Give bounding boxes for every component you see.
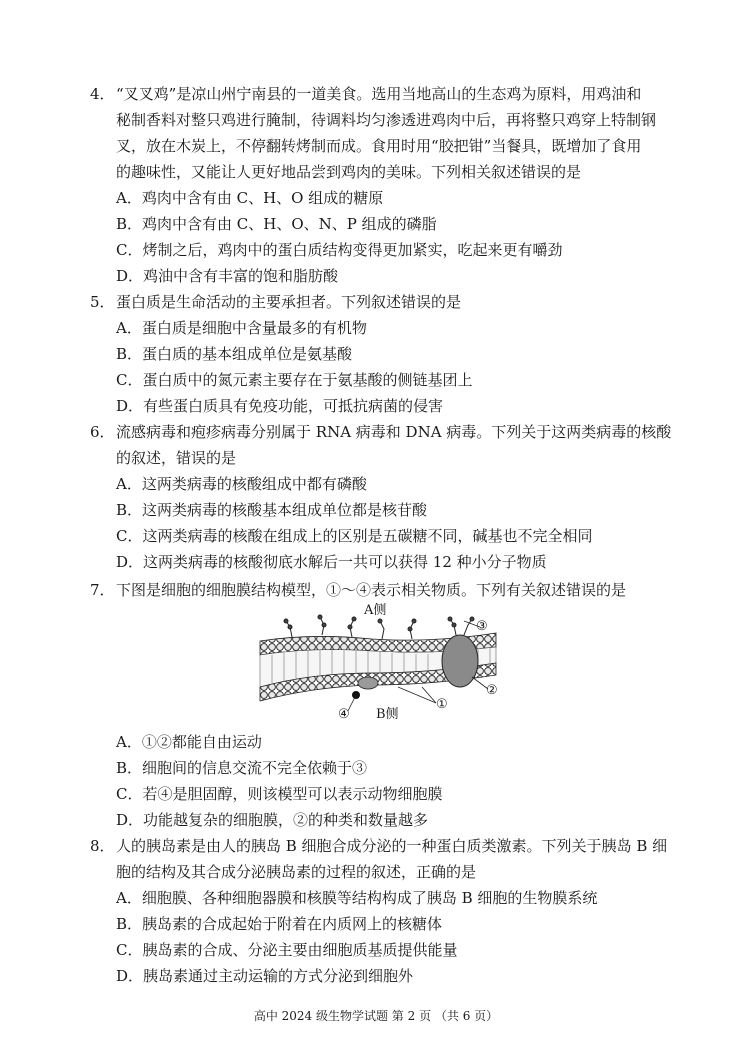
cell-membrane-diagram (252, 603, 502, 723)
question-4-option-a: A．鸡肉中含有由 C、H、O 组成的糖原 (116, 189, 384, 207)
question-4-number: 4． (90, 85, 115, 103)
question-7-option-a: A．①②都能自由运动 (116, 733, 262, 751)
question-7-option-d: D．功能越复杂的细胞膜，②的种类和数量越多 (116, 811, 429, 829)
label-2: ② (486, 683, 498, 698)
question-6-line-1: 流感病毒和疱疹病毒分别属于 RNA 病毒和 DNA 病毒。下列关于这两类病毒的核酸 (116, 423, 672, 441)
label-4: ④ (338, 707, 350, 722)
question-5-option-b: B．蛋白质的基本组成单位是氨基酸 (116, 345, 353, 363)
question-6-option-a: A．这两类病毒的核酸组成中都有磷酸 (116, 475, 367, 493)
question-8-line-1: 人的胰岛素是由人的胰岛 B 细胞合成分泌的一种蛋白质类激素。下列关于胰岛 B 细 (116, 837, 668, 855)
question-4-option-d: D．鸡油中含有丰富的饱和脂肪酸 (116, 267, 339, 285)
question-5-option-c: C．蛋白质中的氮元素主要存在于氨基酸的侧链基团上 (116, 371, 473, 389)
question-4-line-4: 的趣味性，又能让人更好地品尝到鸡肉的美味。下列相关叙述错误的是 (116, 163, 582, 181)
question-8-option-c: C．胰岛素的合成、分泌主要由细胞质基质提供能量 (116, 941, 458, 959)
question-4-option-c: C．烤制之后，鸡肉中的蛋白质结构变得更加紧实，吃起来更有嚼劲 (116, 241, 563, 259)
question-6-line-2: 的叙述，错误的是 (116, 449, 237, 467)
side-a-label: A侧 (364, 603, 387, 618)
transmembrane-protein (442, 635, 478, 687)
label-1: ① (436, 697, 448, 712)
question-8-number: 8． (90, 837, 115, 855)
question-8-option-a: A．细胞膜、各种细胞器膜和核膜等结构构成了胰岛 B 细胞的生物膜系统 (116, 889, 598, 907)
peripheral-protein (358, 677, 378, 689)
question-8-option-b: B．胰岛素的合成起始于附着在内质网上的核糖体 (116, 915, 443, 933)
question-6-option-c: C．这两类病毒的核酸在组成上的区别是五碳糖不同，碱基也不完全相同 (116, 527, 593, 545)
question-7-line-1: 下图是细胞的细胞膜结构模型，①～④表示相关物质。下列有关叙述错误的是 (116, 581, 627, 599)
label-3: ③ (476, 619, 488, 634)
page-footer: 高中 2024 级生物学试题 第 2 页 （共 6 页） (253, 1009, 499, 1023)
question-5-option-a: A．蛋白质是细胞中含量最多的有机物 (116, 319, 367, 337)
question-7-number: 7． (90, 581, 115, 599)
question-5-line-1: 蛋白质是生命活动的主要承担者。下列叙述错误的是 (116, 293, 462, 311)
question-5-number: 5． (90, 293, 115, 311)
question-6-option-d: D．这两类病毒的核酸彻底水解后一共可以获得 12 种小分子物质 (116, 553, 547, 571)
question-4-line-2: 秘制香料对整只鸡进行腌制，待调料均匀渗透进鸡肉中后，再将整只鸡穿上特制钢 (116, 111, 657, 129)
question-6-option-b: B．这两类病毒的核酸基本组成单位都是核苷酸 (116, 501, 428, 519)
question-8-line-2: 胞的结构及其合成分泌胰岛素的过程的叙述，正确的是 (116, 863, 477, 881)
question-4-option-b: B．鸡肉中含有由 C、H、O、N、P 组成的磷脂 (116, 215, 437, 233)
question-5-option-d: D．有些蛋白质具有免疫功能，可抵抗病菌的侵害 (116, 397, 444, 415)
question-7-option-c: C．若④是胆固醇，则该模型可以表示动物细胞膜 (116, 785, 443, 803)
side-b-label: B侧 (376, 707, 399, 722)
question-7-option-b: B．细胞间的信息交流不完全依赖于③ (116, 759, 368, 777)
question-6-number: 6． (90, 423, 115, 441)
question-4-line-1: “叉叉鸡”是凉山州宁南县的一道美食。选用当地高山的生态鸡为原料，用鸡油和 (116, 85, 642, 103)
cell-membrane-figure (252, 603, 502, 723)
question-4-line-3: 叉，放在木炭上，不停翻转烤制而成。食用时用“胶把钳”当餐具，既增加了食用 (116, 137, 642, 155)
question-8-option-d: D．胰岛素通过主动运输的方式分泌到细胞外 (116, 967, 414, 985)
